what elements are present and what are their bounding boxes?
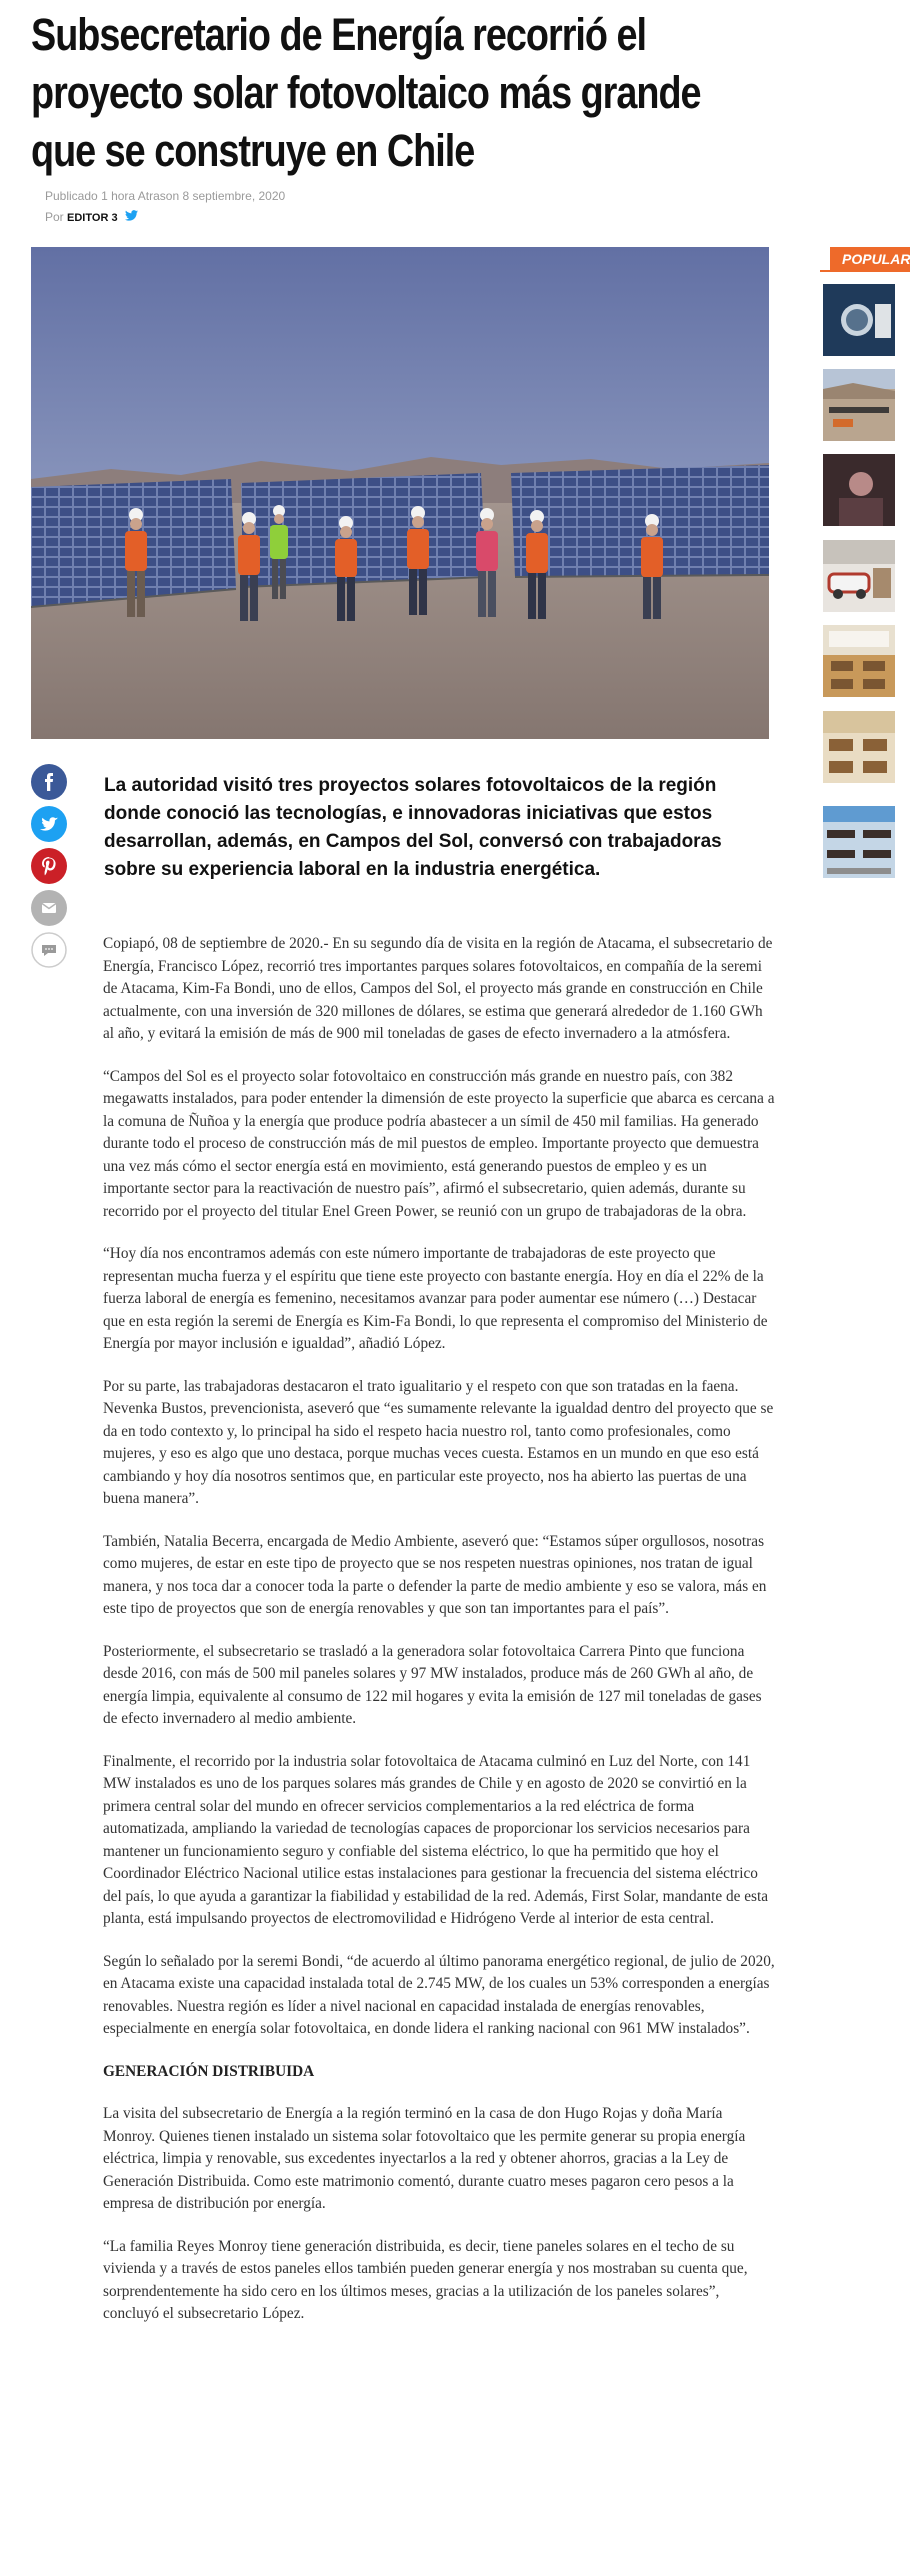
author-info bbox=[45, 207, 285, 229]
author-link[interactable]: EDITOR 3 bbox=[67, 212, 118, 224]
body-paragraph: La visita del subsecretario de Energía a la región terminó en la casa de don Hugo Rojas y doña María Monroy. Quienes tienen instalado un sistema solar fotovoltaico que les permite generar su propia energía eléctrica, limpia y renovable, sus excedentes inyectarlos a la red y obtener ahorros, gracias a la Ley de Generación Distribuida. Como este matrimonio comentó, durante cuatro meses pagaron cero pesos a la empresa de distribución por energía. bbox=[103, 2105, 746, 2212]
pinterest-share-button[interactable] bbox=[31, 848, 67, 884]
popular-thumbnail[interactable] bbox=[823, 711, 895, 783]
published-date: 8 septiembre, 2020 bbox=[182, 189, 286, 203]
comment-button[interactable] bbox=[31, 932, 67, 968]
popular-divider bbox=[820, 270, 910, 272]
body-paragraph: Finalmente, el recorrido por la industria solar fotovoltaica de Atacama culminó en Luz del Norte, con 141 MW instalados es uno de los parques solares más grandes de Chile y en agosto de 2020 se convirtió en la primera central solar del mundo en ofrecer servicios complementarios a la red eléctrica de forma automatizada, ampliando la variedad de tecnologías capaces de proporcionar los servicios necesarios para mantener un funcionamiento seguro y confiable del sistema eléctrico, lo que ha permitido que hoy el Coordinador Eléctrico Nacional utilice estas instalaciones para gestionar la frecuencia del sistema eléctrico del país, lo que ayuda a garantizar la fiabilidad y estabilidad de la red. Además, First Solar, mandante de esta planta, está impulsando proyectos de electromovilidad e Hidrógeno Verde al interior de esta central. bbox=[103, 1752, 769, 1927]
body-paragraph: Posteriormente, el subsecretario se trasladó a la generadora solar fotovoltaica Carrera Pinto que funciona desde 2016, con más de 500 mil paneles solares y 97 MW instalados, produce más de 260 GWh al año, de energía limpia, equivalente al consumo de 122 mil hogares y evita la emisión de 127 mil toneladas de gases de efecto invernadero al medio ambiente. bbox=[103, 1642, 762, 1727]
section-subheading: GENERACIÓN DISTRIBUIDA bbox=[103, 2062, 315, 2080]
twitter-icon bbox=[31, 806, 67, 842]
twitter-icon[interactable] bbox=[125, 207, 138, 228]
popular-thumbnail[interactable] bbox=[823, 284, 895, 356]
twitter-share-button[interactable] bbox=[31, 806, 67, 842]
popular-thumbnail[interactable] bbox=[823, 369, 895, 441]
body-paragraph: Según lo señalado por la seremi Bondi, “de acuerdo al último panorama energético regional, de julio de 2020, en Atacama existe una capacidad instalada total de 2.745 MW, de los cuales un 53% corresponden a energías renovables. Nuestra región es líder a nivel nacional en capacidad instalada de energías renovables, especialmente en energía solar fotovoltaica, en donde lidera el ranking nacional con 961 MW instalados”. bbox=[103, 1952, 775, 2037]
by-label: Por bbox=[45, 210, 64, 224]
body-paragraph: También, Natalia Becerra, encargada de Medio Ambiente, aseveró que: “Estamos súper orgullosos, nosotras como mujeres, de estar en este tipo de proyecto que se nos respeten nuestras opiniones, nos tratan de igual manera, y nos toca dar a conocer toda la parte o defender la parte de medio ambiente y eso se valora, más en este tipo de proyectos que son de energía renovables y que son tan importantes para el país”. bbox=[103, 1532, 767, 1617]
comment-icon bbox=[31, 932, 67, 968]
popular-tab[interactable]: POPULAR bbox=[830, 247, 910, 271]
publish-info bbox=[45, 186, 285, 207]
article-body bbox=[103, 933, 775, 2346]
body-paragraph: “Hoy día nos encontramos además con este número importante de trabajadoras de este proyecto que representan mucha fuerza y el espíritu que tiene este proyecto con bastante energía. Hoy en día el 22% de la fuerza laboral de energía es femenino, necesitamos avanzar para poder aumentar ese número (…) Destacar que en esta región la seremi de Energía es Kim-Fa Bondi, lo que representa el compromiso del Ministerio de Energía por mayor inclusión e igualdad”, añadió López. bbox=[103, 1245, 768, 1352]
published-label: Publicado bbox=[45, 189, 98, 203]
body-paragraph: Por su parte, las trabajadoras destacaron el trato igualitario y el respeto con que son tratadas en la faena. Nevenka Bustos, prevencionista, aseveró que “es sumamente relevante la igualdad dentro del proyecto que se da en todo contexto y, lo principal ha sido el respeto hacia nuestro rol, tanto como profesionales, como mujeres, y eso es algo que uno destaca, porque muchas veces cuesta. Estamos en un mundo en que eso está cambiando y hoy día nosotros sentimos que, en particular este proyecto, nos ha abierto las puertas de una buena manera”. bbox=[103, 1377, 774, 1507]
facebook-share-button[interactable] bbox=[31, 764, 67, 800]
article-meta bbox=[45, 186, 285, 229]
article-title: Subsecretario de Energía recorrió el proyecto solar fotovoltaico más grande que se construye en Chile bbox=[31, 9, 701, 176]
body-paragraph: Copiapó, 08 de septiembre de 2020.- En su segundo día de visita en la región de Atacama, el subsecretario de Energía, Francisco López, recorrió tres importantes parques solares fotovoltaicos, en compañía de la seremi de Atacama, Kim-Fa Bondi, uno de ellos, Campos del Sol, el proyecto más grande en construcción en Chile actualmente, con una inversión de 320 millones de dólares, se estima que generará alrededor de 1.160 GWh al año, y evitará la emisión de más de 900 mil toneladas de gases de efecto invernadero a la atmósfera. bbox=[103, 935, 773, 1042]
hero-photo bbox=[31, 247, 769, 739]
body-paragraph: “La familia Reyes Monroy tiene generación distribuida, es decir, tiene paneles solares en el techo de su vivienda y a través de estos paneles ellos también pueden generar energía y nos mostraban su cuenta que, sorprendentemente ha sido cero en los últimos meses, gracias a la utilización de los paneles solares”, concluyó el subsecretario López. bbox=[103, 2237, 748, 2322]
popular-thumbnail[interactable] bbox=[823, 454, 895, 526]
envelope-icon bbox=[31, 890, 67, 926]
published-ago: 1 hora Atrason bbox=[101, 189, 180, 203]
popular-thumbnail[interactable] bbox=[823, 625, 895, 697]
facebook-icon bbox=[31, 764, 67, 800]
email-share-button[interactable] bbox=[31, 890, 67, 926]
body-paragraph: “Campos del Sol es el proyecto solar fotovoltaico en construcción más grande en nuestro país, con 382 megawatts instalados, para poder entender la dimensión de este proyecto la superficie que abarca es cercana a la comuna de Ñuñoa y la energía que produce podría abastecer a un símil de 450 mil familias. Ha generado durante todo el proceso de construcción más de mil puestos de empleo. Importante proyecto que demuestra una vez más cómo el sector energía está en movimiento, está generando puestos de empleo y es un importante sector para la reactivación de nuestro país”, afirmó el subsecretario, quien además, durante su recorrido por el proyecto del titular Enel Green Power, se reunió con un grupo de trabajadoras de la obra. bbox=[103, 1067, 775, 1220]
popular-thumbnail[interactable] bbox=[823, 806, 895, 878]
pinterest-icon bbox=[31, 848, 67, 884]
article-lead: La autoridad visitó tres proyectos solares fotovoltaicos de la región donde conoció las tecnologías, e innovadoras iniciativas que estos desarrollan, además, en Campos del Sol, conversó con trabajadoras sobre su experiencia laboral en la industria energética. bbox=[104, 775, 722, 880]
popular-thumbnail[interactable] bbox=[823, 540, 895, 612]
